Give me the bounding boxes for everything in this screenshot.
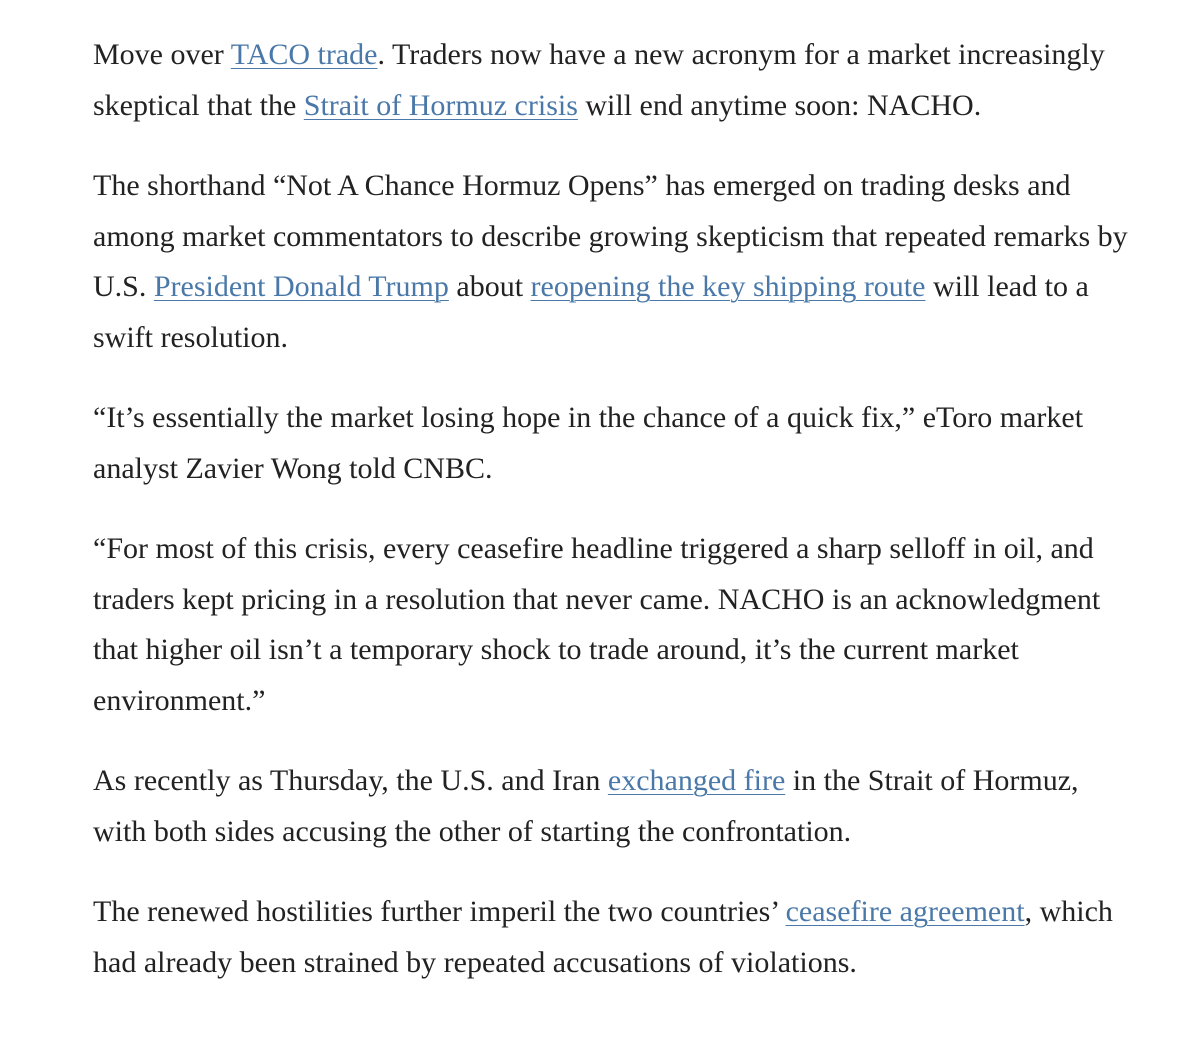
paragraph-exchanged-fire (93, 756, 1133, 857)
exchanged-fire-link[interactable]: exchanged fire (607, 764, 786, 797)
reopening-shipping-route-link[interactable]: reopening the key shipping route (530, 270, 926, 303)
paragraph-text: As recently as Thursday, the U.S. and Iran (93, 764, 608, 797)
paragraph-text: The renewed hostilities further imperil the two countries’ (93, 895, 786, 928)
president-donald-trump-link[interactable]: President Donald Trump (153, 270, 449, 303)
paragraph-taco-nacho (93, 30, 1133, 131)
paragraph-text: The shorthand “Not A Chance Hormuz Opens” has emerged on trading desks and among market commentators to describe growing skepticism that repeated remarks by U.S. (93, 169, 1128, 303)
paragraph-renewed-hostilities (93, 887, 1133, 988)
paragraph-shorthand (93, 161, 1133, 363)
paragraph-text: , which had already been strained by repeated accusations of violations. (93, 895, 1113, 979)
paragraph-text: will lead to a swift resolution. (93, 270, 1089, 354)
paragraph-text: will end anytime soon: NACHO. (577, 88, 982, 122)
paragraph-text: Move over (93, 38, 231, 71)
paragraph-analyst-quote: “It’s essentially the market losing hope in the chance of a quick fix,” eToro market analyst Zavier Wong told CNBC. (93, 401, 1084, 485)
paragraph-text: in the Strait of Hormuz, with both sides accusing the other of starting the confrontation. (93, 764, 1079, 848)
paragraph-ceasefire-quote: “For most of this crisis, every ceasefire headline triggered a sharp selloff in oil, and traders kept pricing in a resolution that never came. NACHO is an acknowledgment that higher oil isn’t a temporary shock to trade around, it’s the current market environment.” (93, 532, 1101, 717)
ceasefire-agreement-link[interactable]: ceasefire agreement (785, 895, 1025, 928)
paragraph-text: . Traders now have a new acronym for a market increasingly skeptical that the (93, 38, 1105, 122)
strait-of-hormuz-crisis-link[interactable]: Strait of Hormuz crisis (303, 88, 578, 122)
paragraph-text: about (448, 270, 531, 303)
article-body (93, 30, 1133, 1018)
taco-trade-link[interactable]: TACO trade (230, 38, 378, 71)
